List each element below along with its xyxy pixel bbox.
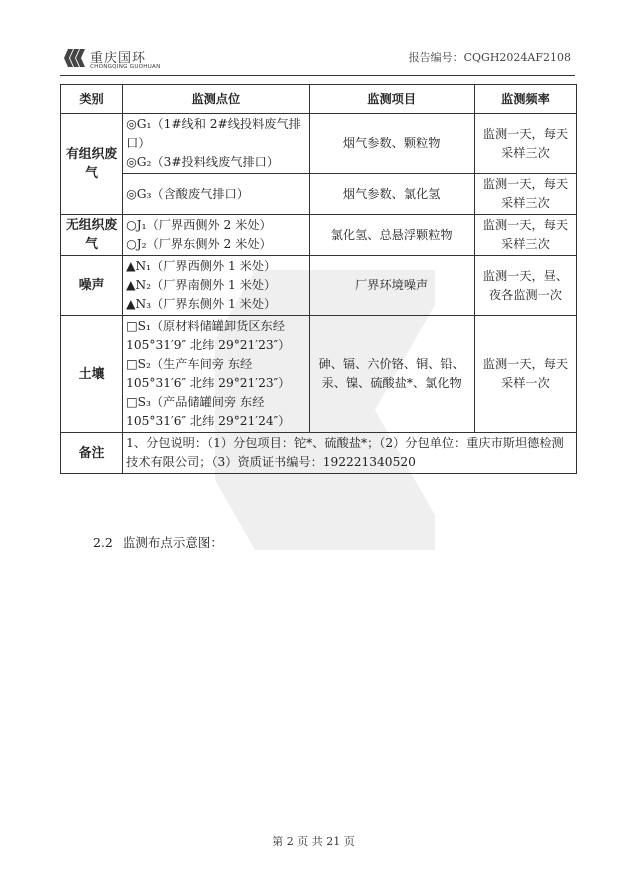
header-item: 监测项目: [309, 85, 474, 114]
table-row: [61, 215, 577, 256]
section-heading: [93, 533, 233, 551]
table-header-row: [61, 85, 577, 114]
point-cell: [123, 256, 309, 316]
monitoring-table: [60, 84, 577, 474]
logo-chinese-name: 重庆国环: [90, 51, 147, 66]
section-title: 监测布点示意图：: [122, 535, 223, 550]
point-cell: [123, 215, 309, 256]
point-g3: ◎G₃（含酸废气排口）: [123, 174, 309, 215]
frequency-cell: 监测一天，昼、夜各监测一次: [474, 256, 576, 316]
point-j1: ○J₁（厂界西侧外 2 米处）: [126, 218, 272, 232]
item-cell: 烟气参数、颗粒物: [309, 114, 474, 174]
header-divider: [60, 75, 575, 76]
point-n2: ▲N₂（厂界南侧外 1 米处）: [126, 278, 277, 292]
category-noise: 噪声: [61, 256, 123, 316]
point-j2: ○J₂（厂界东侧外 2 米处）: [126, 237, 272, 251]
section-number: 2.2: [93, 535, 113, 550]
table-row: [61, 174, 577, 215]
point-g2: ◎G₂（3#投料线废气排口）: [126, 155, 280, 169]
item-cell: 砷、镉、六价铬、铜、铅、汞、镍、硫酸盐*、氯化物: [309, 316, 474, 433]
point-s1: □S₁（原材料储罐卸货区东经 105°31′9″ 北纬 29°21′23″）: [126, 319, 291, 352]
point-n3: ▲N₃（厂界东侧外 1 米处）: [126, 297, 277, 311]
header-category: 类别: [61, 85, 123, 114]
category-soil: 土壤: [61, 316, 123, 433]
logo-english-name: CHONGQING GUOHUAN: [90, 64, 161, 70]
category-unorganized-gas: 无组织废气: [61, 215, 123, 256]
category-remark: 备注: [61, 433, 123, 474]
point-cell: [123, 114, 309, 174]
company-logo: [63, 44, 203, 74]
frequency-cell: 监测一天，每天采样三次: [474, 215, 576, 256]
remark-text: 1、分包说明：（1）分包项目：铊*、硫酸盐*；（2）分包单位：重庆市斯坦德检测技术有限公司；（3）资质证书编号：192221340520: [123, 433, 577, 474]
point-cell: [123, 316, 309, 433]
table-row: [61, 433, 577, 474]
point-s3: □S₃（产品储罐间旁 东经 105°31′6″ 北纬 29°21′24″）: [126, 395, 291, 428]
point-n1: ▲N₁（厂界西侧外 1 米处）: [126, 259, 277, 273]
item-cell: 氯化氢、总悬浮颗粒物: [309, 215, 474, 256]
page-footer: 第 2 页 共 21 页: [272, 835, 355, 848]
table-row: [61, 316, 577, 433]
table-row: [61, 114, 577, 174]
table-row: [61, 256, 577, 316]
item-cell: 烟气参数、氯化氢: [309, 174, 474, 215]
item-cell: 厂界环境噪声: [309, 256, 474, 316]
report-number: 报告编号：CQGH2024AF2108: [408, 51, 571, 64]
point-s2: □S₂（生产车间旁 东经 105°31′6″ 北纬 29°21′23″）: [126, 357, 291, 390]
frequency-cell: 监测一天，每天采样一次: [474, 316, 576, 433]
header-frequency: 监测频率: [474, 85, 576, 114]
logo-icon: [63, 47, 87, 69]
frequency-cell: 监测一天，每天采样三次: [474, 174, 576, 215]
category-organized-gas: 有组织废气: [61, 114, 123, 215]
frequency-cell: 监测一天，每天采样三次: [474, 114, 576, 174]
point-g1: ◎G₁（1#线和 2#线投料废气排口）: [126, 117, 301, 150]
header-point: 监测点位: [123, 85, 309, 114]
